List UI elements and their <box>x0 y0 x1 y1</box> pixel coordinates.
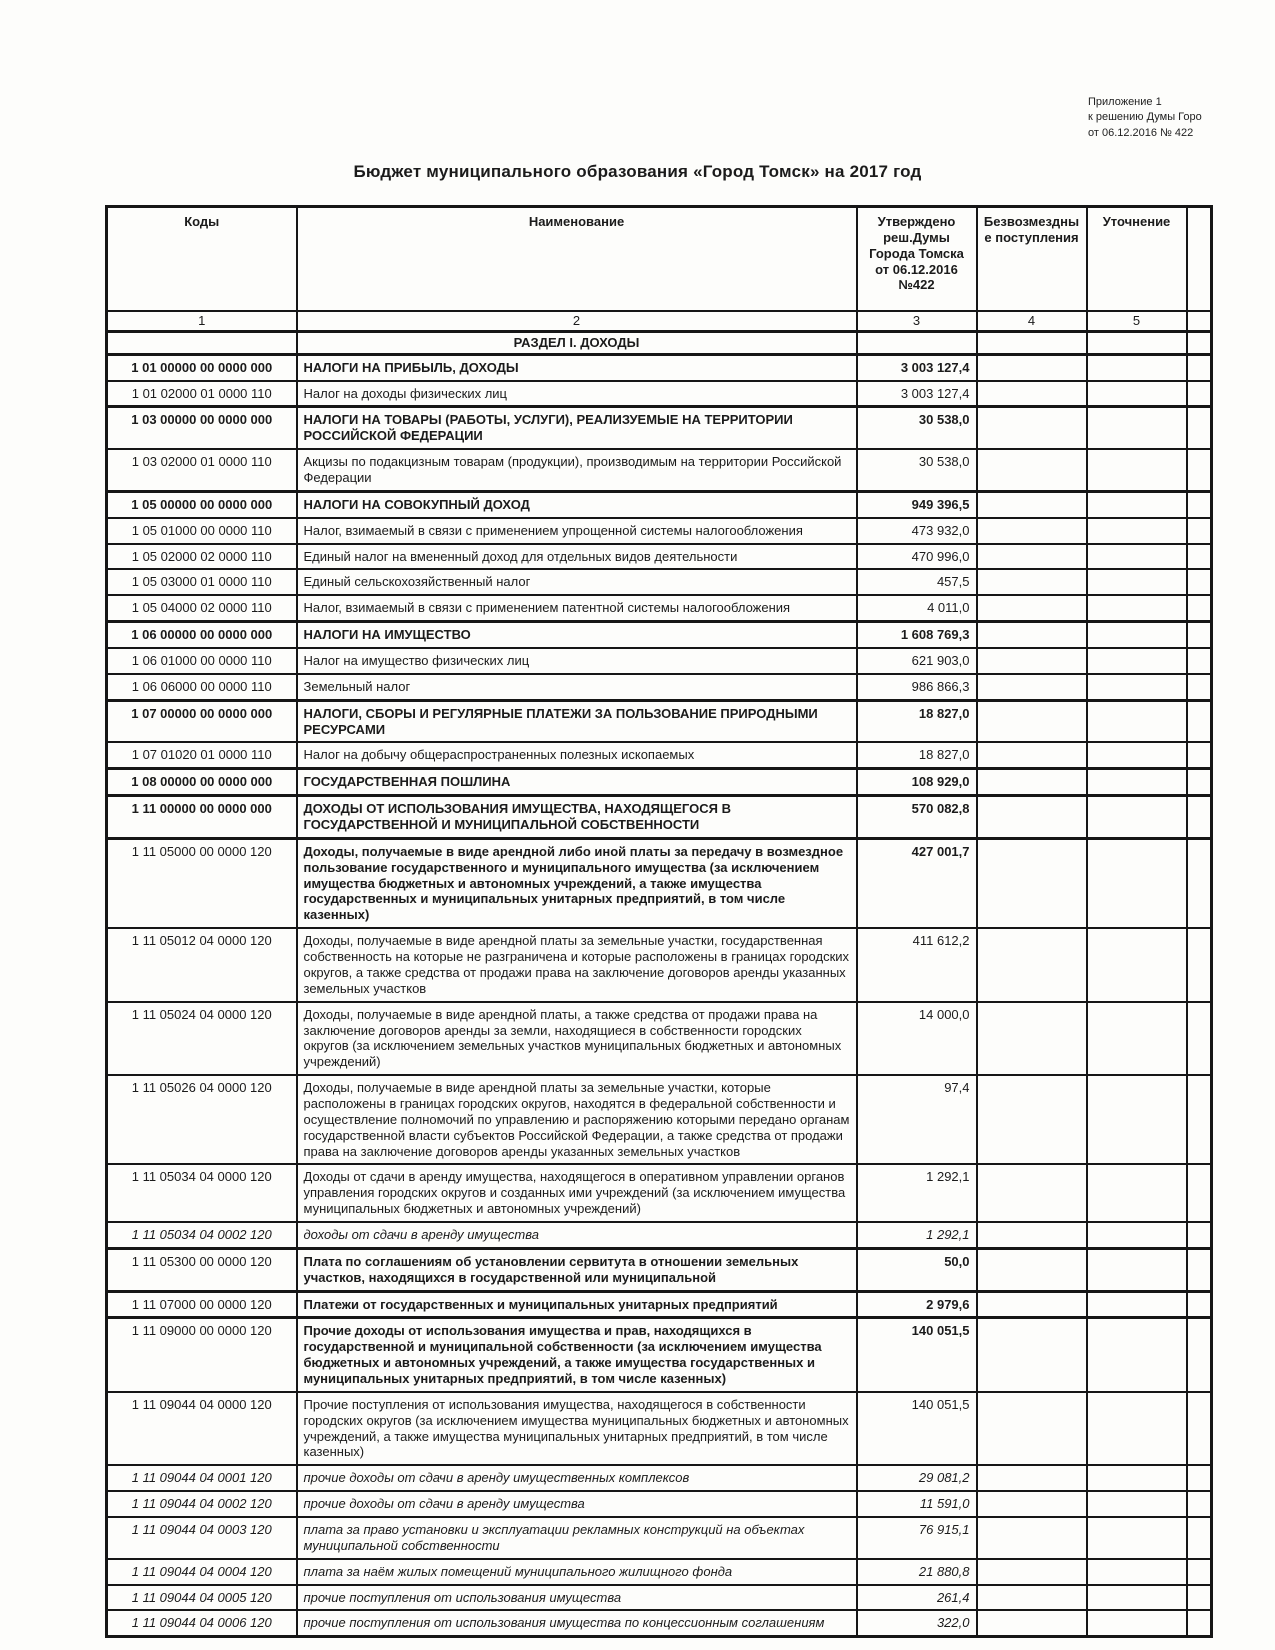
table-row <box>107 381 1212 407</box>
row-name: прочие поступления от использования имущества <box>297 1585 857 1611</box>
table-row <box>107 569 1212 595</box>
row-approved-value: 261,4 <box>857 1585 977 1611</box>
row-gratuitous-value <box>977 449 1087 491</box>
row-code: 1 08 00000 00 0000 000 <box>107 769 297 796</box>
row-approved-value: 4 011,0 <box>857 595 977 621</box>
row-name: ГОСУДАРСТВЕННАЯ ПОШЛИНА <box>297 769 857 796</box>
row-gratuitous-value <box>977 1559 1087 1585</box>
row-clarification-value <box>1087 449 1187 491</box>
row-gratuitous-value <box>977 1164 1087 1222</box>
row-clarification-value <box>1087 742 1187 768</box>
row-code: 1 01 02000 01 0000 110 <box>107 381 297 407</box>
row-code: 1 01 00000 00 0000 000 <box>107 354 297 380</box>
row-extra-cell <box>1187 1392 1212 1465</box>
row-extra-cell <box>1187 544 1212 570</box>
row-extra-cell <box>1187 1002 1212 1075</box>
row-name: Прочие поступления от использования имущества, находящегося в собственности городских округов (за исключением имущества муниципальных бюджетных и автономных учреждений, а также имущества муниципальных унитарных предприятий, в том числе казенных) <box>297 1392 857 1465</box>
row-gratuitous-value <box>977 518 1087 544</box>
row-gratuitous-value <box>977 742 1087 768</box>
table-header-row <box>107 207 1212 312</box>
column-number: 1 <box>107 311 297 331</box>
row-code: 1 06 06000 00 0000 110 <box>107 674 297 700</box>
row-name: Доходы, получаемые в виде арендной либо иной платы за передачу в возмездное пользование государственного и муниципального имущества (за исключением имущества бюджетных и автономных учреждений, а также имущества государственных и муниципальных унитарных предприятий, в том числе казенных) <box>297 838 857 928</box>
row-approved-value: 2 979,6 <box>857 1291 977 1318</box>
row-approved-value: 457,5 <box>857 569 977 595</box>
table-row <box>107 1002 1212 1075</box>
row-clarification-value <box>1087 1585 1187 1611</box>
row-gratuitous-value <box>977 1318 1087 1392</box>
row-clarification-value <box>1087 838 1187 928</box>
row-gratuitous-value <box>977 928 1087 1001</box>
column-number: 5 <box>1087 311 1187 331</box>
section-title: РАЗДЕЛ I. ДОХОДЫ <box>297 331 857 354</box>
row-code: 1 05 02000 02 0000 110 <box>107 544 297 570</box>
row-gratuitous-value <box>977 796 1087 839</box>
column-number-row <box>107 311 1212 331</box>
row-extra-cell <box>1187 648 1212 674</box>
row-clarification-value <box>1087 1164 1187 1222</box>
table-row <box>107 354 1212 380</box>
row-clarification-value <box>1087 1392 1187 1465</box>
budget-table <box>105 205 1213 1638</box>
table-row <box>107 700 1212 742</box>
row-gratuitous-value <box>977 1075 1087 1164</box>
page-title: Бюджет муниципального образования «Город Томск» на 2017 год <box>353 162 922 181</box>
table-row <box>107 648 1212 674</box>
row-name: Доходы от сдачи в аренду имущества, находящегося в оперативном управлении органов управления городских округов и созданных ими учреждений (за исключением имущества муниципальных бюджетных и автономных учреждений) <box>297 1164 857 1222</box>
table-row <box>107 595 1212 621</box>
row-clarification-value <box>1087 1491 1187 1517</box>
row-clarification-value <box>1087 1222 1187 1248</box>
row-name: НАЛОГИ НА СОВОКУПНЫЙ ДОХОД <box>297 491 857 517</box>
row-clarification-value <box>1087 700 1187 742</box>
row-name: прочие доходы от сдачи в аренду имущества <box>297 1491 857 1517</box>
row-extra-cell <box>1187 595 1212 621</box>
table-row <box>107 1610 1212 1636</box>
row-clarification-value <box>1087 1465 1187 1491</box>
row-code: 1 05 04000 02 0000 110 <box>107 595 297 621</box>
row-gratuitous-value <box>977 544 1087 570</box>
table-row <box>107 928 1212 1001</box>
row-gratuitous-value <box>977 1248 1087 1291</box>
row-extra-cell <box>1187 569 1212 595</box>
row-extra-cell <box>1187 1075 1212 1164</box>
row-name: НАЛОГИ НА ПРИБЫЛЬ, ДОХОДЫ <box>297 354 857 380</box>
row-extra-cell <box>1187 1491 1212 1517</box>
row-approved-value: 140 051,5 <box>857 1318 977 1392</box>
row-name: Налог на доходы физических лиц <box>297 381 857 407</box>
annotation-line-1: Приложение 1 <box>1088 96 1162 108</box>
row-name: Доходы, получаемые в виде арендной платы за земельные участки, государственная собственность на которые не разграничена и которые расположены в границах городских округов, а также средства от продажи права на заключение договоров аренды указанных земельных участков <box>297 928 857 1001</box>
row-clarification-value <box>1087 407 1187 449</box>
annotation-line-3: от 06.12.2016 № 422 <box>1088 126 1194 139</box>
table-row <box>107 449 1212 491</box>
row-name: НАЛОГИ, СБОРЫ И РЕГУЛЯРНЫЕ ПЛАТЕЖИ ЗА ПОЛЬЗОВАНИЕ ПРИРОДНЫМИ РЕСУРСАМИ <box>297 700 857 742</box>
row-extra-cell <box>1187 742 1212 768</box>
row-approved-value: 108 929,0 <box>857 769 977 796</box>
row-name: Платежи от государственных и муниципальных унитарных предприятий <box>297 1291 857 1318</box>
column-number <box>1187 311 1212 331</box>
row-extra-cell <box>1187 354 1212 380</box>
row-extra-cell <box>1187 769 1212 796</box>
row-code: 1 11 05034 04 0000 120 <box>107 1164 297 1222</box>
row-clarification-value <box>1087 1517 1187 1559</box>
row-name: Доходы, получаемые в виде арендной платы за земельные участки, которые расположены в границах городских округов, находятся в федеральной собственности и осуществление полномочий по управлению и распоряжению которыми передано органам государственной власти субъектов Российской Федерации, а также средства от продажи права на заключение договоров аренды указанных земельных участков <box>297 1075 857 1164</box>
row-gratuitous-value <box>977 491 1087 517</box>
row-clarification-value <box>1087 1002 1187 1075</box>
row-code: 1 03 00000 00 0000 000 <box>107 407 297 449</box>
row-extra-cell <box>1187 1318 1212 1392</box>
row-name: НАЛОГИ НА ИМУЩЕСТВО <box>297 622 857 648</box>
row-clarification-value <box>1087 491 1187 517</box>
row-extra-cell <box>1187 838 1212 928</box>
row-code: 1 05 03000 01 0000 110 <box>107 569 297 595</box>
column-number: 4 <box>977 311 1087 331</box>
row-code: 1 07 00000 00 0000 000 <box>107 700 297 742</box>
table-row <box>107 1517 1212 1559</box>
table-row <box>107 1465 1212 1491</box>
table-row <box>107 742 1212 768</box>
table-row <box>107 1222 1212 1248</box>
table-row <box>107 1248 1212 1291</box>
row-clarification-value <box>1087 796 1187 839</box>
row-gratuitous-value <box>977 1517 1087 1559</box>
row-approved-value: 1 292,1 <box>857 1164 977 1222</box>
row-name: прочие поступления от использования имущества по концессионным соглашениям <box>297 1610 857 1636</box>
row-extra-cell <box>1187 491 1212 517</box>
row-clarification-value <box>1087 674 1187 700</box>
row-code: 1 06 01000 00 0000 110 <box>107 648 297 674</box>
table-row <box>107 838 1212 928</box>
row-clarification-value <box>1087 1248 1187 1291</box>
row-approved-value: 18 827,0 <box>857 700 977 742</box>
row-code: 1 11 00000 00 0000 000 <box>107 796 297 839</box>
row-clarification-value <box>1087 648 1187 674</box>
row-approved-value: 3 003 127,4 <box>857 381 977 407</box>
row-code: 1 03 02000 01 0000 110 <box>107 449 297 491</box>
table-row <box>107 1491 1212 1517</box>
row-code: 1 11 09044 04 0002 120 <box>107 1491 297 1517</box>
table-row <box>107 407 1212 449</box>
row-clarification-value <box>1087 381 1187 407</box>
section-title-row <box>107 331 1212 354</box>
row-gratuitous-value <box>977 354 1087 380</box>
row-gratuitous-value <box>977 674 1087 700</box>
row-gratuitous-value <box>977 838 1087 928</box>
row-code: 1 07 01020 01 0000 110 <box>107 742 297 768</box>
row-clarification-value <box>1087 1291 1187 1318</box>
row-name: ДОХОДЫ ОТ ИСПОЛЬЗОВАНИЯ ИМУЩЕСТВА, НАХОДЯЩЕГОСЯ В ГОСУДАРСТВЕННОЙ И МУНИЦИПАЛЬНОЙ СОБСТВЕННОСТИ <box>297 796 857 839</box>
row-name: Налог на имущество физических лиц <box>297 648 857 674</box>
table-row <box>107 1392 1212 1465</box>
col-header-name: Наименование <box>297 207 857 312</box>
row-approved-value: 76 915,1 <box>857 1517 977 1559</box>
row-extra-cell <box>1187 796 1212 839</box>
row-name: Земельный налог <box>297 674 857 700</box>
row-name: НАЛОГИ НА ТОВАРЫ (РАБОТЫ, УСЛУГИ), РЕАЛИЗУЕМЫЕ НА ТЕРРИТОРИИ РОССИЙСКОЙ ФЕДЕРАЦИИ <box>297 407 857 449</box>
row-approved-value: 14 000,0 <box>857 1002 977 1075</box>
row-extra-cell <box>1187 1164 1212 1222</box>
row-gratuitous-value <box>977 1610 1087 1636</box>
appendix-annotation <box>1088 95 1275 141</box>
row-gratuitous-value <box>977 769 1087 796</box>
row-approved-value: 11 591,0 <box>857 1491 977 1517</box>
row-name: доходы от сдачи в аренду имущества <box>297 1222 857 1248</box>
row-clarification-value <box>1087 1559 1187 1585</box>
row-name: плата за наём жилых помещений муниципального жилищного фонда <box>297 1559 857 1585</box>
row-extra-cell <box>1187 622 1212 648</box>
row-extra-cell <box>1187 1610 1212 1636</box>
row-extra-cell <box>1187 518 1212 544</box>
row-clarification-value <box>1087 1075 1187 1164</box>
row-approved-value: 30 538,0 <box>857 449 977 491</box>
col-header-extra <box>1187 207 1212 312</box>
row-extra-cell <box>1187 1585 1212 1611</box>
row-approved-value: 50,0 <box>857 1248 977 1291</box>
row-approved-value: 473 932,0 <box>857 518 977 544</box>
row-approved-value: 18 827,0 <box>857 742 977 768</box>
row-approved-value: 621 903,0 <box>857 648 977 674</box>
row-code: 1 11 09044 04 0004 120 <box>107 1559 297 1585</box>
row-approved-value: 1 292,1 <box>857 1222 977 1248</box>
row-approved-value: 1 608 769,3 <box>857 622 977 648</box>
row-gratuitous-value <box>977 622 1087 648</box>
column-number: 2 <box>297 311 857 331</box>
row-approved-value: 29 081,2 <box>857 1465 977 1491</box>
row-code: 1 11 05000 00 0000 120 <box>107 838 297 928</box>
row-name: Прочие доходы от использования имущества и прав, находящихся в государственной и муниципальной собственности (за исключением имущества бюджетных и автономных учреждений, а также имущества государственных и муниципальных унитарных предприятий, в том числе казенных) <box>297 1318 857 1392</box>
row-gratuitous-value <box>977 1585 1087 1611</box>
table-row <box>107 622 1212 648</box>
row-approved-value: 411 612,2 <box>857 928 977 1001</box>
row-approved-value: 949 396,5 <box>857 491 977 517</box>
row-approved-value: 427 001,7 <box>857 838 977 928</box>
table-row <box>107 544 1212 570</box>
row-clarification-value <box>1087 622 1187 648</box>
col-header-gratuitous: Безвозмездны е поступления <box>977 207 1087 312</box>
annotation-line-2: к решению Думы Горо <box>1088 111 1202 124</box>
row-name: Единый сельскохозяйственный налог <box>297 569 857 595</box>
row-approved-value: 986 866,3 <box>857 674 977 700</box>
row-name: Единый налог на вмененный доход для отдельных видов деятельности <box>297 544 857 570</box>
row-code: 1 05 00000 00 0000 000 <box>107 491 297 517</box>
row-extra-cell <box>1187 1517 1212 1559</box>
row-clarification-value <box>1087 595 1187 621</box>
table-row <box>107 796 1212 839</box>
row-gratuitous-value <box>977 1465 1087 1491</box>
row-code: 1 11 09044 04 0003 120 <box>107 1517 297 1559</box>
row-gratuitous-value <box>977 1491 1087 1517</box>
column-number: 3 <box>857 311 977 331</box>
row-code: 1 11 09044 04 0005 120 <box>107 1585 297 1611</box>
row-gratuitous-value <box>977 569 1087 595</box>
row-extra-cell <box>1187 1291 1212 1318</box>
row-code: 1 11 05034 04 0002 120 <box>107 1222 297 1248</box>
row-extra-cell <box>1187 1559 1212 1585</box>
row-code: 1 11 09044 04 0000 120 <box>107 1392 297 1465</box>
row-code: 1 11 05026 04 0000 120 <box>107 1075 297 1164</box>
row-approved-value: 470 996,0 <box>857 544 977 570</box>
row-approved-value: 140 051,5 <box>857 1392 977 1465</box>
row-approved-value: 30 538,0 <box>857 407 977 449</box>
row-code: 1 05 01000 00 0000 110 <box>107 518 297 544</box>
table-row <box>107 491 1212 517</box>
row-clarification-value <box>1087 544 1187 570</box>
table-row <box>107 1164 1212 1222</box>
row-extra-cell <box>1187 407 1212 449</box>
col-header-codes: Коды <box>107 207 297 312</box>
row-clarification-value <box>1087 569 1187 595</box>
row-code: 1 11 09000 00 0000 120 <box>107 1318 297 1392</box>
row-gratuitous-value <box>977 1002 1087 1075</box>
row-clarification-value <box>1087 928 1187 1001</box>
row-code: 1 11 05300 00 0000 120 <box>107 1248 297 1291</box>
row-code: 1 06 00000 00 0000 000 <box>107 622 297 648</box>
row-gratuitous-value <box>977 700 1087 742</box>
table-row <box>107 1291 1212 1318</box>
row-name: Плата по соглашениям об установлении сервитута в отношении земельных участков, находящихся в государственной или муниципальной <box>297 1248 857 1291</box>
row-extra-cell <box>1187 1465 1212 1491</box>
row-extra-cell <box>1187 1222 1212 1248</box>
row-extra-cell <box>1187 449 1212 491</box>
row-name: Налог на добычу общераспространенных полезных ископаемых <box>297 742 857 768</box>
row-approved-value: 3 003 127,4 <box>857 354 977 380</box>
row-name: Налог, взимаемый в связи с применением упрощенной системы налогообложения <box>297 518 857 544</box>
row-approved-value: 570 082,8 <box>857 796 977 839</box>
table-row <box>107 1559 1212 1585</box>
row-gratuitous-value <box>977 1392 1087 1465</box>
row-gratuitous-value <box>977 1291 1087 1318</box>
row-approved-value: 97,4 <box>857 1075 977 1164</box>
row-gratuitous-value <box>977 1222 1087 1248</box>
row-name: Доходы, получаемые в виде арендной платы, а также средства от продажи права на заключение договоров аренды за земли, находящиеся в собственности городских округов (за исключением земельных участков муниципальных бюджетных и автономных учреждений) <box>297 1002 857 1075</box>
table-row <box>107 1075 1212 1164</box>
table-row <box>107 1585 1212 1611</box>
row-code: 1 11 05024 04 0000 120 <box>107 1002 297 1075</box>
table-row <box>107 769 1212 796</box>
col-header-clarification: Уточнение <box>1087 207 1187 312</box>
row-clarification-value <box>1087 1610 1187 1636</box>
row-clarification-value <box>1087 354 1187 380</box>
table-row <box>107 1318 1212 1392</box>
col-header-approved: Утверждено реш.Думы Города Томска от 06.12.2016 №422 <box>857 207 977 312</box>
row-clarification-value <box>1087 1318 1187 1392</box>
row-extra-cell <box>1187 928 1212 1001</box>
row-gratuitous-value <box>977 595 1087 621</box>
row-approved-value: 322,0 <box>857 1610 977 1636</box>
row-gratuitous-value <box>977 648 1087 674</box>
row-gratuitous-value <box>977 381 1087 407</box>
row-gratuitous-value <box>977 407 1087 449</box>
row-clarification-value <box>1087 518 1187 544</box>
row-extra-cell <box>1187 1248 1212 1291</box>
row-extra-cell <box>1187 381 1212 407</box>
row-clarification-value <box>1087 769 1187 796</box>
row-extra-cell <box>1187 674 1212 700</box>
row-code: 1 11 07000 00 0000 120 <box>107 1291 297 1318</box>
row-name: прочие доходы от сдачи в аренду имущественных комплексов <box>297 1465 857 1491</box>
row-name: Акцизы по подакцизным товарам (продукции), производимым на территории Российской Федерации <box>297 449 857 491</box>
table-row <box>107 674 1212 700</box>
row-extra-cell <box>1187 700 1212 742</box>
table-row <box>107 518 1212 544</box>
row-code: 1 11 05012 04 0000 120 <box>107 928 297 1001</box>
row-name: плата за право установки и эксплуатации рекламных конструкций на объектах муниципальной собственности <box>297 1517 857 1559</box>
row-approved-value: 21 880,8 <box>857 1559 977 1585</box>
row-code: 1 11 09044 04 0001 120 <box>107 1465 297 1491</box>
row-name: Налог, взимаемый в связи с применением патентной системы налогообложения <box>297 595 857 621</box>
row-code: 1 11 09044 04 0006 120 <box>107 1610 297 1636</box>
